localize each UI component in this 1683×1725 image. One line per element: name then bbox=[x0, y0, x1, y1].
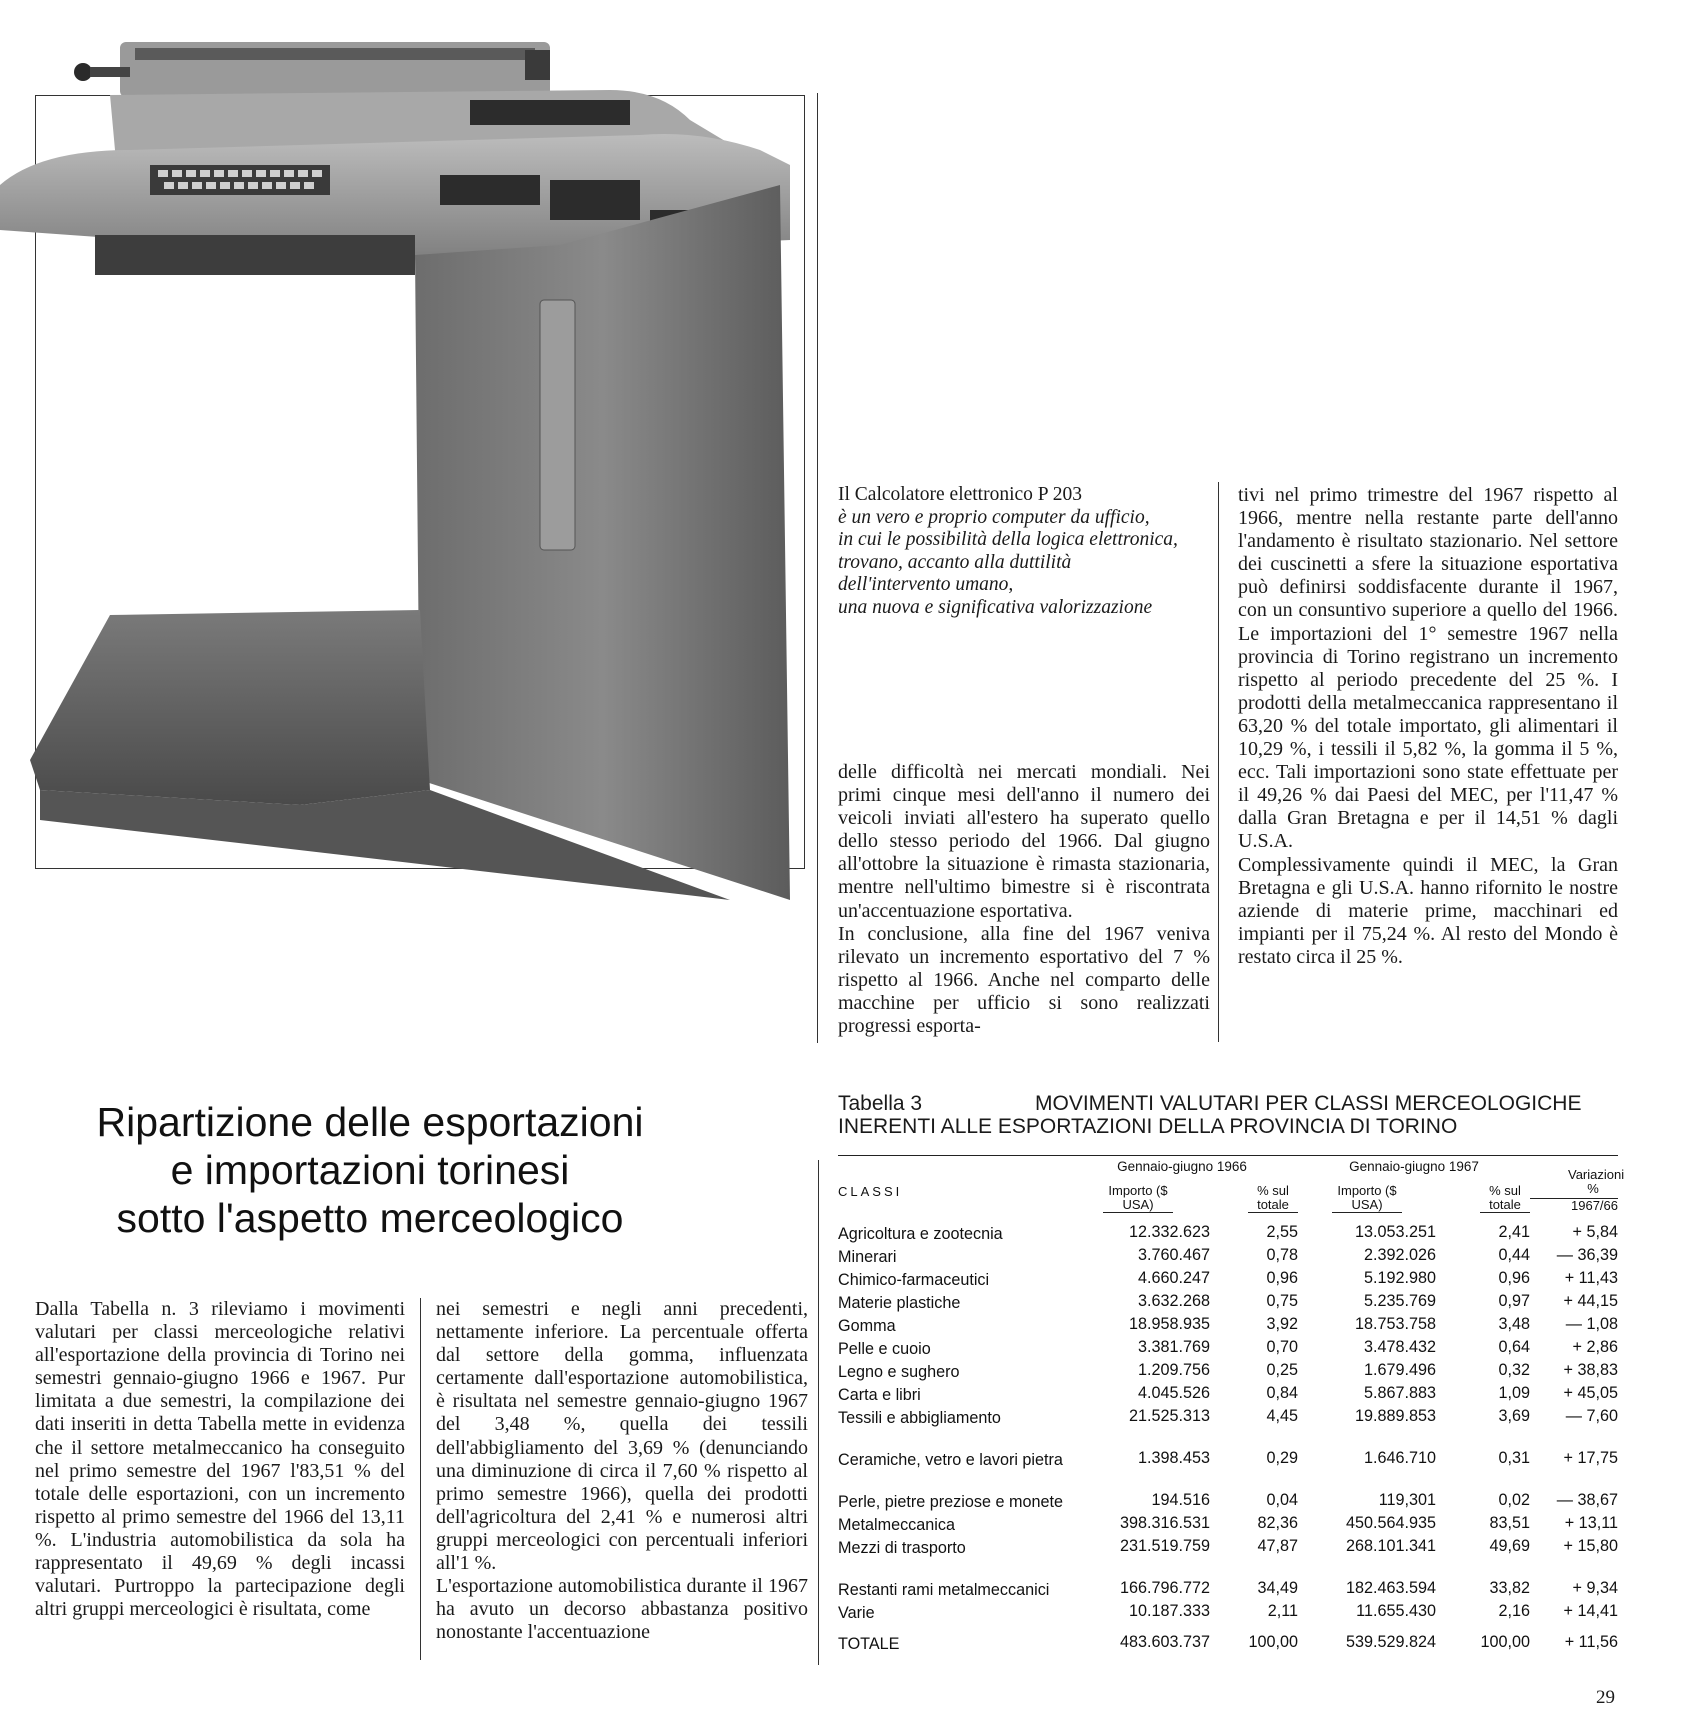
table-cell-pct66: 0,29 bbox=[1266, 1449, 1298, 1467]
table-cell-imp67: 5.235.769 bbox=[1363, 1292, 1436, 1310]
table-cell-classe: Agricoltura e zootecnia bbox=[838, 1225, 1003, 1243]
table-cell-classe: Metalmeccanica bbox=[838, 1516, 955, 1534]
table-cell-pct67: 0,97 bbox=[1498, 1292, 1530, 1310]
table-cell-imp66: 483.603.737 bbox=[1119, 1633, 1210, 1651]
table-cell-imp66: 194.516 bbox=[1151, 1491, 1210, 1509]
table-cell-var: + 38,83 bbox=[1563, 1361, 1618, 1379]
table-title-line: INERENTI ALLE ESPORTAZIONI DELLA PROVINCIA DI TORINO bbox=[838, 1115, 1458, 1138]
table-cell-imp66: 398.316.531 bbox=[1119, 1514, 1210, 1532]
data-table bbox=[838, 1159, 1625, 1654]
table-cell-pct67: 0,02 bbox=[1498, 1491, 1530, 1509]
table-cell-classe: Varie bbox=[838, 1604, 875, 1622]
base-plate bbox=[30, 610, 430, 805]
table-row bbox=[838, 1313, 1618, 1336]
table-cell-imp66: 18.958.935 bbox=[1128, 1315, 1210, 1333]
table-cell-pct66: 0,75 bbox=[1266, 1292, 1298, 1310]
table-cell-pct67: 3,48 bbox=[1498, 1315, 1530, 1333]
page-number: 29 bbox=[1596, 1687, 1615, 1708]
computer-photo bbox=[0, 0, 810, 880]
table-cell-var: + 15,80 bbox=[1563, 1537, 1618, 1555]
right-column-text bbox=[1238, 484, 1618, 969]
table-cell-classe: TOTALE bbox=[838, 1635, 900, 1653]
table-cell-classe: Mezzi di trasporto bbox=[838, 1539, 966, 1557]
table-label: Tabella 3 bbox=[838, 1092, 923, 1115]
table-cell-classe: Pelle e cuoio bbox=[838, 1340, 931, 1358]
table-row bbox=[838, 1336, 1618, 1359]
table-cell-pct66: 0,96 bbox=[1266, 1269, 1298, 1287]
table-cell-var: + 13,11 bbox=[1564, 1514, 1618, 1532]
table-cell-classe: Perle, pietre preziose e monete bbox=[838, 1493, 1063, 1511]
pedestal-slot bbox=[540, 300, 575, 550]
paragraph: nei semestri e negli anni precedenti, nettamente inferiore. La percentuale offerta dal settore della gomma, influenzata certamente dall'esportazione automobilistica, è risultata nel semestre gennaio-giugno 1967 del 3,48 %, quella dei tessili dell'abbigliamento del 3,69 % (denunciando una diminuzione di circa il 7,60 % rispetto al primo semestre 1966), quella dei prodotti dell'agricoltura del 2,41 % e numerosi altri gruppi merceologici con percentuali inferiori all'1 %. bbox=[436, 1298, 808, 1575]
table-cell-pct66: 82,36 bbox=[1257, 1514, 1298, 1532]
table-cell-var: — 1,08 bbox=[1565, 1315, 1618, 1333]
table-cell-imp66: 4.045.526 bbox=[1137, 1384, 1210, 1402]
table-cell-imp67: 5.867.883 bbox=[1363, 1384, 1436, 1402]
table-row bbox=[838, 1267, 1618, 1290]
period-1966-header: Gennaio-giugno 1966 bbox=[1117, 1159, 1247, 1174]
importo-header: Importo ($ USA) bbox=[1332, 1184, 1402, 1213]
table-cell-classe: Gomma bbox=[838, 1317, 896, 1335]
table-row bbox=[838, 1623, 1618, 1654]
table-cell-imp67: 13.053.251 bbox=[1354, 1223, 1436, 1241]
table-cell-var: + 11,56 bbox=[1564, 1633, 1618, 1651]
table-cell-classe: Ceramiche, vetro e lavori pietra bbox=[838, 1451, 1063, 1469]
caption-line: in cui le possibilità della logica elettronica, bbox=[838, 529, 1178, 550]
table-cell-imp66: 4.660.247 bbox=[1137, 1269, 1210, 1287]
table-header-row bbox=[838, 1160, 1618, 1174]
table-cell-pct66: 4,45 bbox=[1266, 1407, 1298, 1425]
table-cell-classe: Chimico-farmaceutici bbox=[838, 1271, 990, 1289]
column-rule-bottom bbox=[420, 1298, 421, 1660]
section-heading bbox=[70, 1098, 670, 1242]
table-cell-pct66: 2,11 bbox=[1267, 1602, 1298, 1620]
table-cell-classe: Tessili e abbigliamento bbox=[838, 1409, 1001, 1427]
table-cell-pct67: 3,69 bbox=[1498, 1407, 1530, 1425]
table-cell-imp67: 1.646.710 bbox=[1363, 1449, 1436, 1467]
pedestal bbox=[415, 185, 790, 900]
computer-desk-photo-icon bbox=[0, 0, 810, 910]
table-row bbox=[838, 1221, 1618, 1244]
table-cell-var: + 11,43 bbox=[1564, 1269, 1618, 1287]
table-cell-imp67: 268.101.341 bbox=[1345, 1537, 1436, 1555]
table-cell-classe: Materie plastiche bbox=[838, 1294, 961, 1312]
table-cell-imp67: 182.463.594 bbox=[1345, 1579, 1436, 1597]
table-cell-classe: Restanti rami metalmeccanici bbox=[838, 1581, 1050, 1599]
table-cell-var: + 9,34 bbox=[1572, 1579, 1618, 1597]
table-cell-imp66: 21.525.313 bbox=[1128, 1407, 1210, 1425]
table-cell-var: + 14,41 bbox=[1563, 1602, 1618, 1620]
variation-header: Variazioni % 1967/66 bbox=[1530, 1160, 1618, 1213]
caption-line: trovano, accanto alla duttilità bbox=[838, 551, 1072, 573]
table-cell-var: — 36,39 bbox=[1556, 1246, 1618, 1264]
table-row bbox=[838, 1470, 1618, 1512]
period-1967-header: Gennaio-giugno 1967 bbox=[1349, 1159, 1479, 1174]
table-cell-pct66: 100,00 bbox=[1248, 1633, 1298, 1651]
column-rule-right bbox=[1218, 482, 1219, 1042]
table-cell-imp66: 231.519.759 bbox=[1119, 1537, 1210, 1555]
table-cell-pct67: 0,96 bbox=[1498, 1269, 1530, 1287]
paragraph: Complessivamente quindi il MEC, la Gran Bretagna e gli U.S.A. hanno rifornito le nostre aziende di materie prime, macchinari ed impianti per il 75,24 %. Al resto del Mondo è restato circa il 25 %. bbox=[1238, 853, 1618, 968]
table-row bbox=[838, 1382, 1618, 1405]
paragraph: L'esportazione automobilistica durante il 1967 ha avuto un decorso abbastanza positivo nonostante l'accentuazione bbox=[436, 1575, 808, 1644]
table-cell-classe: Legno e sughero bbox=[838, 1363, 960, 1381]
table-cell-imp66: 3.381.769 bbox=[1137, 1338, 1210, 1356]
table-cell-var: + 17,75 bbox=[1563, 1449, 1618, 1467]
table-row bbox=[838, 1512, 1618, 1535]
table-cell-imp67: 539.529.824 bbox=[1345, 1633, 1436, 1651]
table-cell-var: + 45,05 bbox=[1563, 1384, 1618, 1402]
table-cell-pct67: 0,44 bbox=[1498, 1246, 1530, 1264]
table-cell-imp66: 1.209.756 bbox=[1137, 1361, 1210, 1379]
table-cell-var: — 7,60 bbox=[1565, 1407, 1618, 1425]
table-cell-pct67: 0,64 bbox=[1498, 1338, 1530, 1356]
caption-line: una nuova e significativa valorizzazione bbox=[838, 596, 1153, 618]
table-cell-imp67: 11.655.430 bbox=[1356, 1602, 1436, 1620]
table-row bbox=[838, 1405, 1618, 1428]
table-cell-imp66: 12.332.623 bbox=[1128, 1223, 1210, 1241]
table-cell-pct66: 0,70 bbox=[1266, 1338, 1298, 1356]
table-rule bbox=[838, 1155, 1618, 1156]
table-cell-pct67: 100,00 bbox=[1480, 1633, 1530, 1651]
pct-header: % sul totale bbox=[1248, 1184, 1298, 1213]
caption-line: è un vero e proprio computer da ufficio, bbox=[838, 506, 1150, 528]
bottom-middle-text bbox=[436, 1298, 808, 1644]
table-cell-pct67: 49,69 bbox=[1489, 1537, 1530, 1555]
heading-line: sotto l'aspetto merceologico bbox=[116, 1195, 624, 1241]
table-subheader-row bbox=[838, 1174, 1618, 1213]
column-rule-table bbox=[818, 1160, 819, 1665]
table-cell-classe: Minerari bbox=[838, 1248, 897, 1266]
table-title bbox=[838, 1092, 1618, 1138]
table-cell-pct66: 0,84 bbox=[1266, 1384, 1298, 1402]
table-row bbox=[838, 1535, 1618, 1558]
table-row bbox=[838, 1428, 1618, 1470]
table-cell-pct66: 3,92 bbox=[1266, 1315, 1298, 1333]
table-row bbox=[838, 1558, 1618, 1600]
paragraph: delle difficoltà nei mercati mondiali. Nei primi cinque mesi dell'anno il numero dei veicoli inviati all'estero ha superato quello dello stesso periodo del 1966. Dal giugno all'ottobre la situazione è rimasta stazionaria, mentre nell'ultimo bimestre si è riscontrata un'accentuazione esportativa. bbox=[838, 761, 1210, 922]
column-rule-top bbox=[817, 93, 818, 1043]
table-cell-pct66: 0,04 bbox=[1266, 1491, 1298, 1509]
caption-line: dell'intervento umano, bbox=[838, 574, 1014, 595]
table-cell-var: + 44,15 bbox=[1563, 1292, 1618, 1310]
table-cell-imp66: 166.796.772 bbox=[1119, 1579, 1210, 1597]
table-cell-pct67: 33,82 bbox=[1489, 1579, 1530, 1597]
table-cell-pct66: 2,55 bbox=[1266, 1223, 1298, 1241]
table-title-line: MOVIMENTI VALUTARI PER CLASSI MERCEOLOGICHE bbox=[1035, 1092, 1582, 1115]
table-cell-imp66: 10.187.333 bbox=[1128, 1602, 1210, 1620]
table-cell-imp67: 450.564.935 bbox=[1345, 1514, 1436, 1532]
table-row bbox=[838, 1244, 1618, 1267]
heading-line: e importazioni torinesi bbox=[170, 1147, 570, 1193]
table-cell-pct66: 0,78 bbox=[1266, 1246, 1298, 1264]
table-cell-imp67: 3.478.432 bbox=[1363, 1338, 1436, 1356]
table-cell-imp66: 1.398.453 bbox=[1137, 1449, 1210, 1467]
photo-caption bbox=[838, 484, 1208, 619]
table-cell-pct66: 47,87 bbox=[1257, 1537, 1298, 1555]
table-cell-imp67: 2.392.026 bbox=[1363, 1246, 1436, 1264]
table-cell-pct67: 0,31 bbox=[1498, 1449, 1530, 1467]
paragraph: tivi nel primo trimestre del 1967 rispetto al 1966, mentre nella restante parte dell'anno l'andamento è risultato stazionario. Nel settore dei cuscinetti a sfere la situazione esportativa può definirsi soddisfacente durante il 1967, con un consuntivo superiore a quello del 1966. Le importazioni del 1° semestre 1967 nella provincia di Torino registrano un incremento rispetto al periodo precedente del 25 %. I prodotti della metalmeccanica rappresentano il 63,20 % del totale importato, gli alimentari il 10,29 %, i tessili il 5,82 %, la gomma il 5 %, ecc. Tali importazioni sono state effettuate per il 49,26 % dai Paesi del MEC, per l'11,47 % dalla Gran Bretagna e per il 14,51 % dagli U.S.A. bbox=[1238, 484, 1618, 853]
table-cell-var: — 38,67 bbox=[1556, 1491, 1618, 1509]
table-cell-imp67: 5.192.980 bbox=[1363, 1269, 1436, 1287]
table-row bbox=[838, 1600, 1618, 1623]
heading-line: Ripartizione delle esportazioni bbox=[96, 1099, 644, 1145]
table-row bbox=[838, 1290, 1618, 1313]
table-cell-pct66: 34,49 bbox=[1257, 1579, 1298, 1597]
paragraph: Dalla Tabella n. 3 rileviamo i movimenti valutari per classi merceologiche relativi all'esportazione della provincia di Torino nei semestri gennaio-giugno 1966 e 1967. Pur limitata a due semestri, la compilazione dei dati inseriti in detta Tabella mette in evidenza che il settore metalmeccanico ha conseguito nel primo semestre del 1967 l'83,51 % del totale delle esportazioni, con un incremento rispetto al primo semestre del 1966 del 13,11 %. L'industria automobilistica da sola ha rappresentato il 49,69 % degli incassi valutari. Purtroppo la partecipazione degli altri gruppi merceologici è risultata, come bbox=[35, 1298, 405, 1621]
table-cell-imp67: 18.753.758 bbox=[1354, 1315, 1436, 1333]
middle-column-text bbox=[838, 761, 1210, 1038]
table-cell-var: + 5,84 bbox=[1572, 1223, 1618, 1241]
table-cell-imp67: 119,301 bbox=[1378, 1491, 1436, 1509]
classi-header: CLASSI bbox=[838, 1184, 903, 1199]
table-cell-pct67: 2,41 bbox=[1498, 1223, 1530, 1241]
table-row bbox=[838, 1359, 1618, 1382]
table-cell-pct67: 2,16 bbox=[1498, 1602, 1530, 1620]
caption-line: Il Calcolatore elettronico P 203 bbox=[838, 484, 1083, 505]
table-cell-imp66: 3.632.268 bbox=[1137, 1292, 1210, 1310]
table-cell-imp66: 3.760.467 bbox=[1137, 1246, 1210, 1264]
table-cell-pct66: 0,25 bbox=[1266, 1361, 1298, 1379]
keyboard bbox=[150, 165, 330, 195]
pct-header: % sul totale bbox=[1480, 1184, 1530, 1213]
table-cell-pct67: 1,09 bbox=[1498, 1384, 1530, 1402]
table-cell-var: + 2,86 bbox=[1572, 1338, 1618, 1356]
paragraph: In conclusione, alla fine del 1967 veniva rilevato un incremento esportativo del 7 % rispetto al 1966. Anche nel comparto delle macchine per ufficio si sono realizzati progressi esporta- bbox=[838, 922, 1210, 1038]
table-cell-pct67: 83,51 bbox=[1489, 1514, 1530, 1532]
table-cell-classe: Carta e libri bbox=[838, 1386, 921, 1404]
table-cell-imp67: 19.889.853 bbox=[1354, 1407, 1436, 1425]
table-cell-pct67: 0,32 bbox=[1498, 1361, 1530, 1379]
importo-header: Importo ($ USA) bbox=[1103, 1184, 1173, 1213]
bottom-left-text bbox=[35, 1298, 405, 1621]
table-cell-imp67: 1.679.496 bbox=[1363, 1361, 1436, 1379]
